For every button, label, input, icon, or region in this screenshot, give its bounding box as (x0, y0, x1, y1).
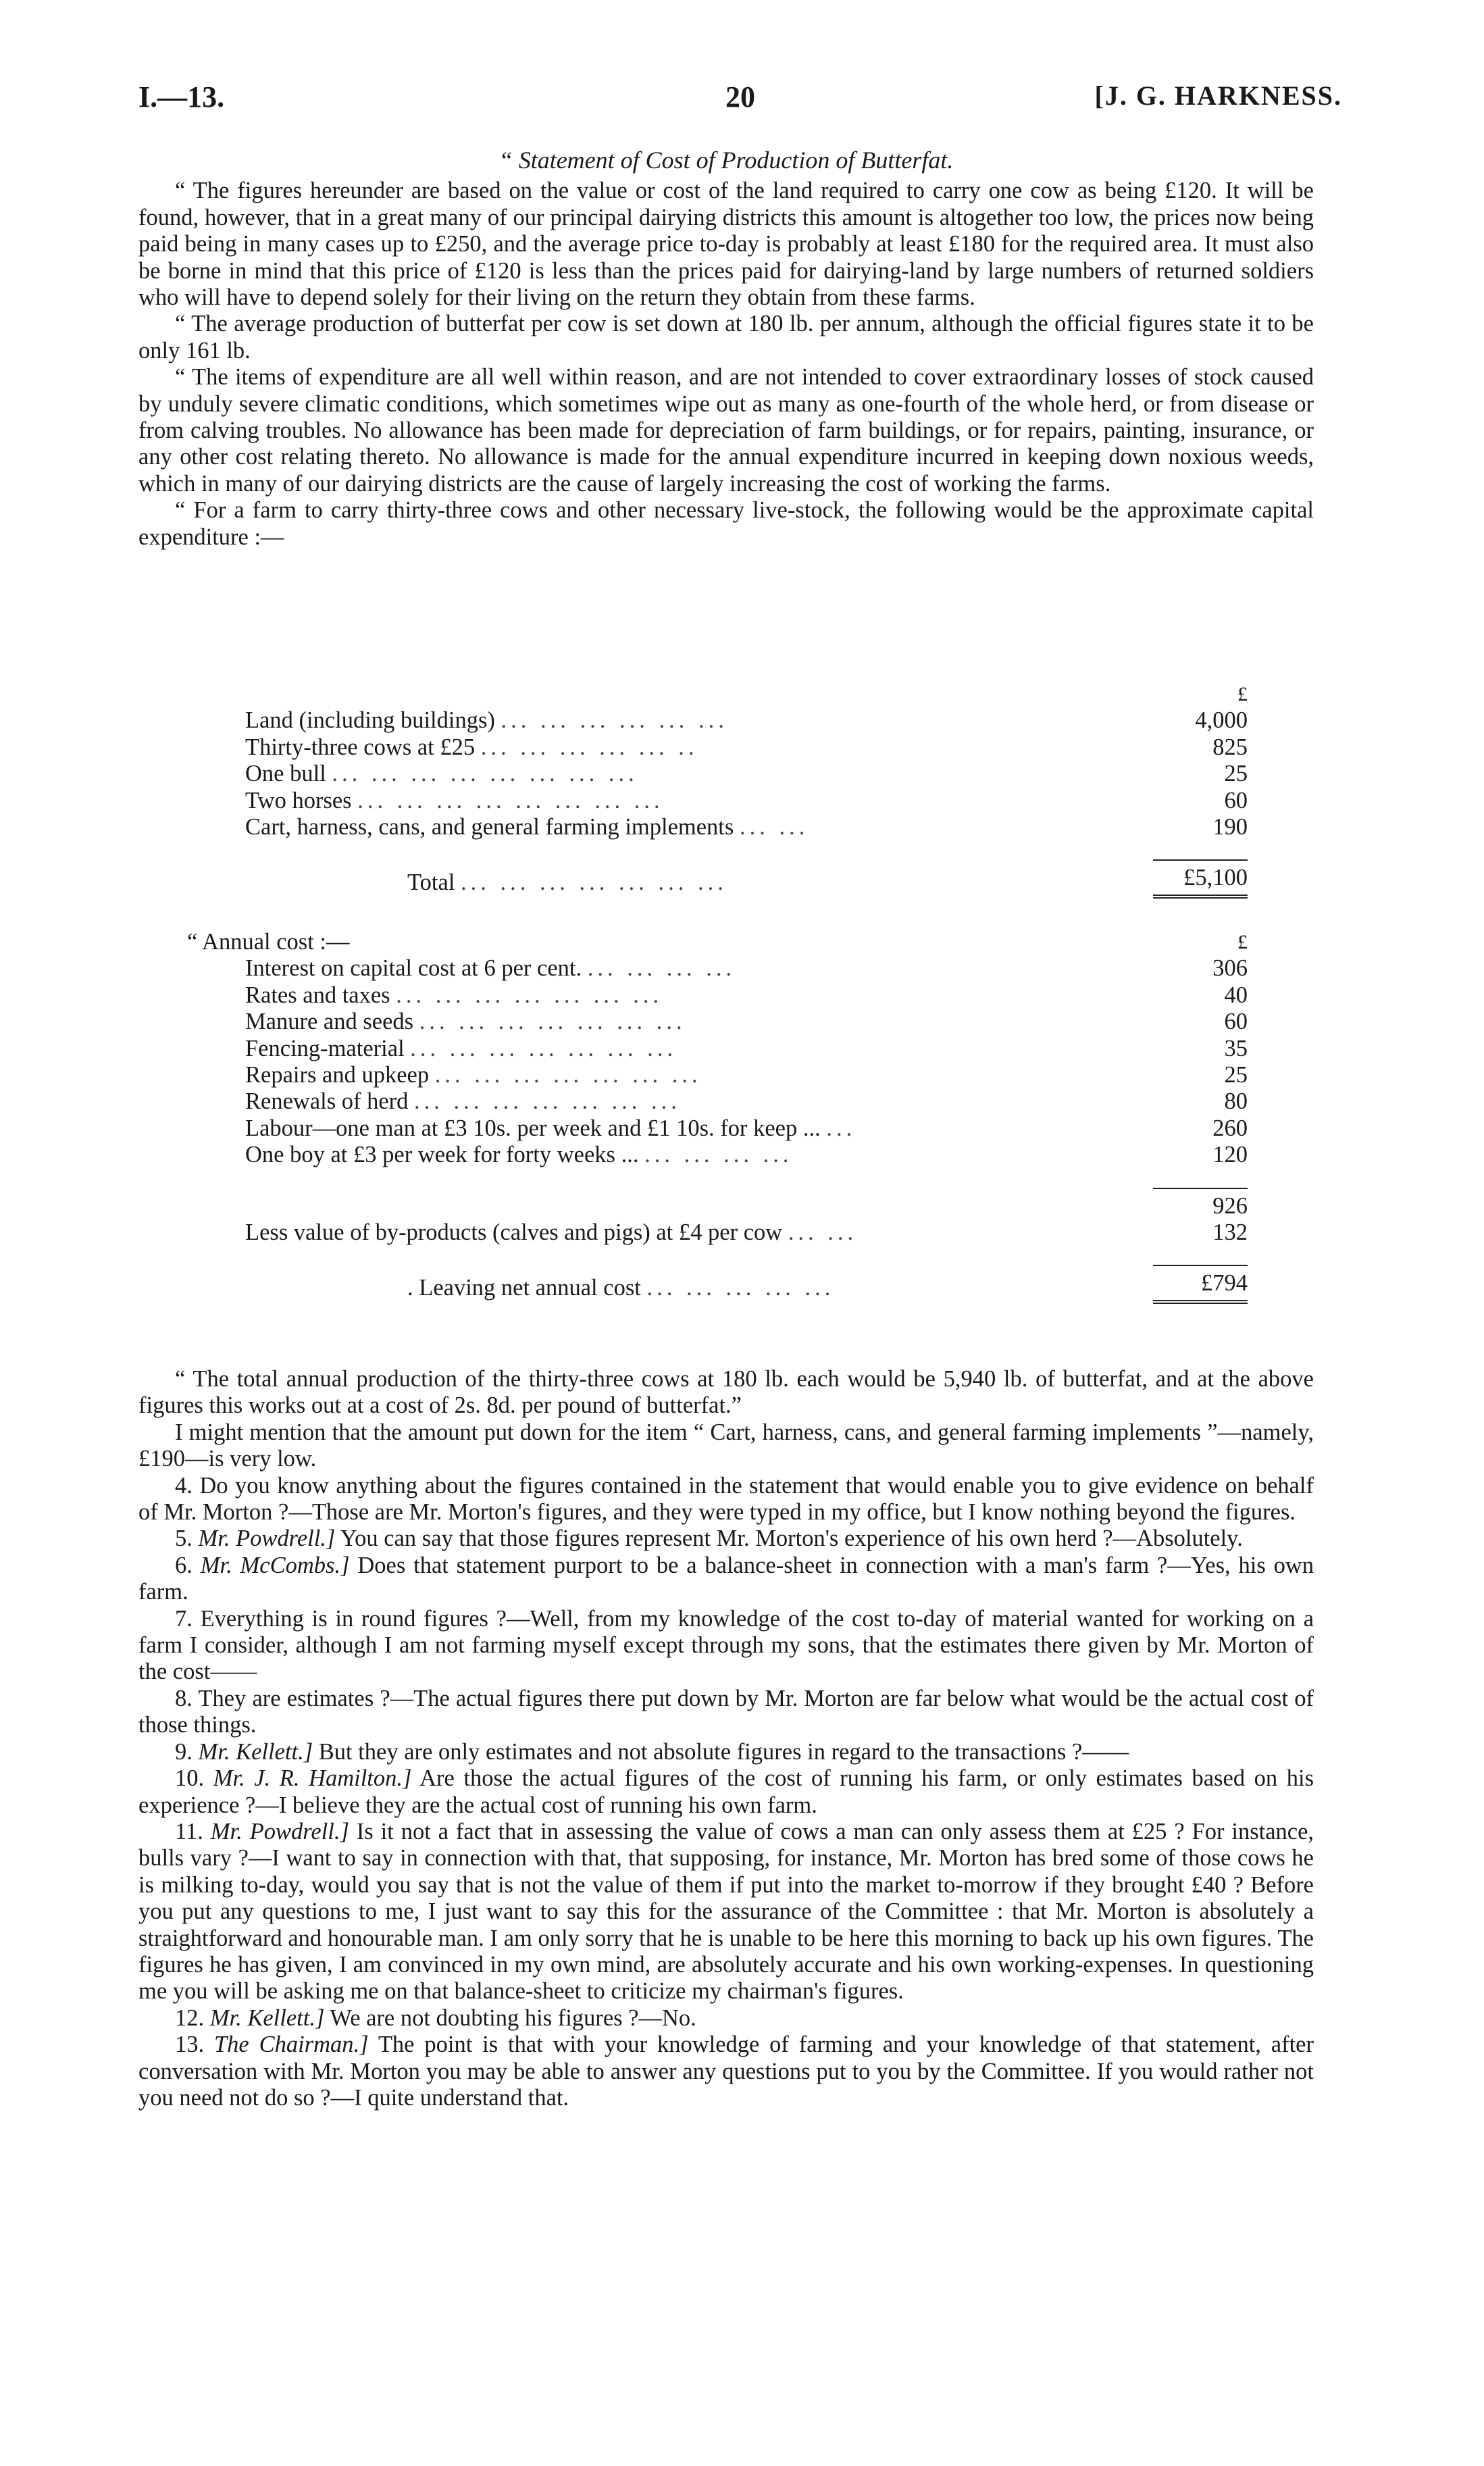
page-header (138, 80, 1342, 120)
item-amount: 60 (1224, 787, 1248, 813)
item-amount: 190 (1212, 814, 1248, 840)
question-answer: 10. Mr. J. R. Hamilton.] Are those the actual figures of the cost of running his farm, or only estimates based on his experience ?—I believe they are the actual cost of running his own farm. (138, 1765, 1314, 1818)
currency-symbol: £ (1237, 931, 1248, 953)
table-row (245, 681, 1248, 707)
item-amount: 25 (1224, 761, 1248, 787)
table-row (245, 814, 1248, 840)
net-total-row (245, 1265, 1248, 1301)
table-row (245, 1142, 1248, 1168)
question-answer: 13. The Chairman.] The point is that with your knowledge of farming and your knowledge of that statement, after conversation with Mr. Morton you may be able to answer any questions put to you by the Committee. If you would rather not you need not do so ?—I quite understand that. (138, 2032, 1314, 2111)
item-label: Manure and seeds (245, 1009, 414, 1035)
item-label: Renewals of herd (245, 1088, 409, 1115)
annual-cost-heading: “ Annual cost :— (187, 929, 350, 955)
item-label: Land (including buildings) (245, 707, 495, 734)
total-row (245, 860, 1248, 896)
question-answer: 5. Mr. Powdrell.] You can say that those figures represent Mr. Morton's experience of his own herd ?—Absolutely. (175, 1526, 1243, 1552)
table-row (245, 929, 1248, 955)
statement-intro (138, 147, 1314, 551)
item-amount: 80 (1224, 1088, 1248, 1115)
net-amount: £794 (1153, 1265, 1248, 1301)
table-row (245, 707, 1248, 734)
annual-cost-table (245, 929, 1248, 1304)
table-row (245, 1062, 1248, 1088)
table-row (245, 761, 1248, 787)
table-row (245, 955, 1248, 982)
page-number: 20 (725, 80, 755, 114)
table-row (245, 982, 1248, 1009)
paragraph: “ The figures hereunder are based on the value or cost of the land required to carry one cow as being £120. It will be found, however, that in a great many of our principal dairying districts this amount is altogether too low, the prices now being paid being in many cases up to £250, and the average price to-day is probably at least £180 for the required area. It must also be borne in mind that this price of £120 is less than the prices paid for dairying-land by large numbers of returned soldiers who will have to depend solely for their living on the return they obtain from these farms. (138, 178, 1314, 311)
table-row (245, 1009, 1248, 1035)
dot-leader: ... ... ... ... ... ... ... (396, 982, 663, 1008)
witness-name: [J. G. HARKNESS. (1094, 80, 1342, 111)
dot-leader: ... ... ... ... ... ... ... (414, 1088, 681, 1115)
item-amount: 4,000 (1195, 707, 1248, 734)
dot-leader: ... ... ... ... ... ... ... (419, 1009, 686, 1035)
currency-symbol: £ (1237, 683, 1248, 705)
table-row (245, 734, 1248, 761)
dot-leader: ... ... (788, 1219, 858, 1246)
item-label: Less value of by-products (calves and pigs) at £4 per cow (245, 1219, 783, 1246)
evidence-text (138, 1366, 1314, 2111)
item-amount: 60 (1224, 1009, 1248, 1035)
dot-leader: ... ... ... ... ... ... ... (461, 870, 727, 896)
dot-leader: ... ... ... ... ... ... (501, 707, 728, 734)
paragraph: “ The average production of butterfat per cow is set down at 180 lb. per annum, although the official figures state it to be only 161 lb. (138, 311, 1314, 363)
item-label: Fencing-material (245, 1035, 405, 1061)
item-label: Cart, harness, cans, and general farming implements (245, 814, 734, 840)
capital-expenditure-table-wrap (138, 681, 1314, 899)
net-label: . Leaving net annual cost (407, 1275, 641, 1301)
paragraph: “ For a farm to carry thirty-three cows and other necessary live-stock, the following would be the approximate capital expenditure :— (138, 497, 1314, 550)
subtotal-row (245, 1188, 1248, 1219)
dot-leader: ... ... ... ... (644, 1142, 793, 1168)
item-label: Two horses (245, 787, 352, 813)
table-row (245, 1088, 1248, 1115)
dot-leader: ... ... ... ... (587, 955, 736, 982)
dot-leader: ... ... (739, 814, 809, 840)
table-row (245, 788, 1248, 814)
item-label: Thirty-three cows at £25 (245, 734, 476, 760)
dot-leader: ... ... ... ... ... .. (480, 734, 698, 760)
item-amount: 825 (1212, 734, 1248, 760)
dot-leader: ... ... ... ... ... ... ... (410, 1035, 677, 1061)
table-row (245, 1219, 1248, 1246)
total-amount: £5,100 (1153, 860, 1248, 896)
item-label: Interest on capital cost at 6 per cent. (245, 955, 582, 982)
question-answer: 9. Mr. Kellett.] But they are only estimates and not absolute figures in regard to the transactions ?—— (175, 1738, 1129, 1765)
question-answer: 11. Mr. Powdrell.] Is it not a fact that in assessing the value of cows a man can only assess them at £25 ? For instance, bulls vary ?—I want to say in connection with that, that supposing, for instance, Mr. Morton has bred some of those cows he is milking to-day, would you say that is not the value of them if put into the market to-morrow if they brought £40 ? Before you put any questions to me, I just want to say this for the assurance of the Committee : that Mr. Morton is absolutely a straightforward and honourable man. I am only sorry that he is unable to be here this morning to back up his own figures. The figures he has given, I am convinced in my own mind, are absolutely accurate and his own working-expenses. In questioning me you will be asking me on that balance-sheet to criticize my chairman's figures. (138, 1818, 1314, 2005)
subtotal-amount: 926 (1153, 1188, 1248, 1219)
dot-leader: ... ... ... ... ... ... ... (434, 1062, 702, 1088)
question-answer: 7. Everything is in round figures ?—Well, from my knowledge of the cost to-day of material wanted for working on a farm I consider, although I am not farming myself except through my sons, that the estimates there given by Mr. Morton of the cost—— (138, 1605, 1314, 1685)
paragraph: I might mention that the amount put down for the item “ Cart, harness, cans, and general farming implements ”—namely, £190—is very low. (138, 1419, 1314, 1472)
item-amount: 25 (1224, 1062, 1248, 1088)
question-answer: 8. They are estimates ?—The actual figures there put down by Mr. Morton are far below what would be the actual cost of those things. (138, 1685, 1314, 1738)
item-label: Labour—one man at £3 10s. per week and £1 10s. for keep ... (245, 1115, 821, 1141)
item-amount: 35 (1224, 1035, 1248, 1061)
dot-leader: ... ... ... ... ... (646, 1275, 835, 1301)
item-amount: 306 (1212, 955, 1248, 982)
section-title: “ Statement of Cost of Production of Butterfat. (498, 147, 954, 174)
item-amount: 260 (1212, 1115, 1248, 1141)
item-amount: 120 (1212, 1142, 1248, 1168)
dot-leader: ... (826, 1115, 856, 1141)
question-answer: 4. Do you know anything about the figures contained in the statement that would enable you to give evidence on behalf of Mr. Morton ?—Those are Mr. Morton's figures, and they were typed in my office, but I know nothing beyond the figures. (138, 1472, 1314, 1526)
table-row (245, 1036, 1248, 1062)
paragraph: “ The items of expenditure are all well within reason, and are not intended to cover extraordinary losses of stock caused by unduly severe climatic conditions, which sometimes wipe out as many as one-fourth of the whole herd, or from disease or from calving troubles. No allowance has been made for depreciation of farm buildings, or for repairs, painting, insurance, or any other cost relating thereto. No allowance is made for the annual expenditure incurred in keeping down noxious weeds, which in many of our dairying districts are the cause of largely increasing the cost of working the farms. (138, 364, 1314, 497)
document-reference: I.—13. (138, 80, 225, 114)
dot-leader: ... ... ... ... ... ... ... ... (332, 761, 638, 787)
question-answer: 6. Mr. McCombs.] Does that statement purport to be a balance-sheet in connection with a man's farm ?—Yes, his own farm. (138, 1552, 1314, 1605)
total-label: Total (407, 870, 455, 896)
table-row (245, 1115, 1248, 1142)
annual-cost-table-wrap (138, 929, 1314, 1304)
item-amount: 132 (1212, 1219, 1248, 1246)
item-label: Rates and taxes (245, 982, 390, 1008)
item-label: Repairs and upkeep (245, 1062, 430, 1088)
paragraph: “ The total annual production of the thirty-three cows at 180 lb. each would be 5,940 lb. of butterfat, and at the above figures this works out at a cost of 2s. 8d. per pound of butterfat.” (138, 1366, 1314, 1419)
capital-expenditure-table (245, 681, 1248, 899)
dot-leader: ... ... ... ... ... ... ... ... (357, 787, 664, 813)
question-answer: 12. Mr. Kellett.] We are not doubting his figures ?—No. (175, 2005, 696, 2031)
item-label: One bull (245, 761, 326, 787)
item-label: One boy at £3 per week for forty weeks ... (245, 1142, 639, 1168)
item-amount: 40 (1224, 982, 1248, 1008)
